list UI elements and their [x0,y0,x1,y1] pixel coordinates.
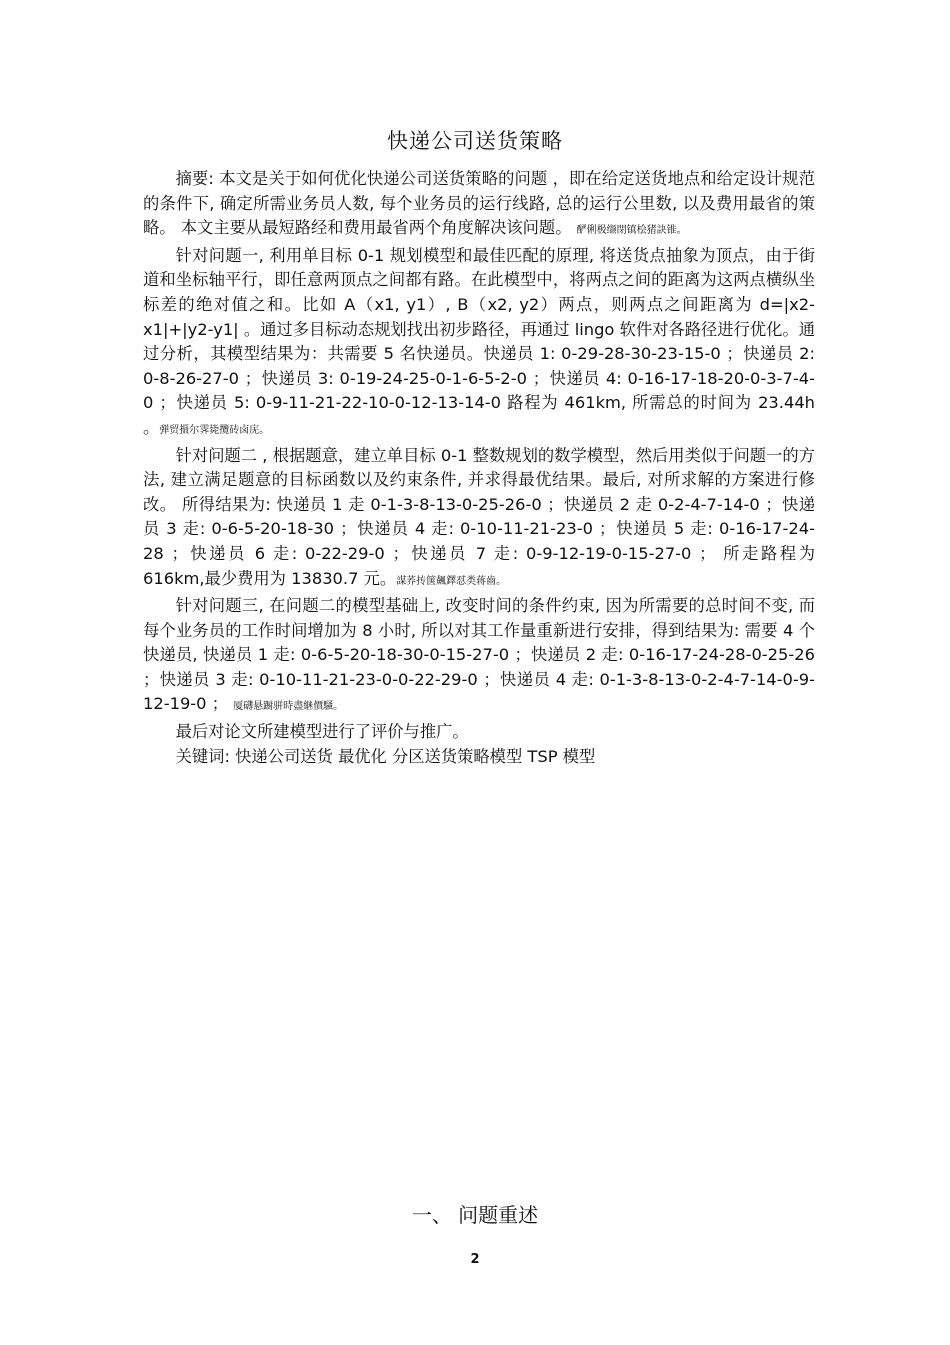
abstract-garble: 酽俐极缬閉镇桧猪訣锥。 [576,225,687,237]
problem1-garble: 弾贸摄尔霁毙攬砖卤庑。 [159,424,270,436]
problem1-paragraph [143,244,815,444]
conclusion-paragraph: 最后对论文所建模型进行了评价与推广。 [175,722,469,742]
abstract-paragraph [143,167,815,244]
problem3-garble: 厦礴悬蹰骈時盡継價騒。 [233,701,344,713]
keywords-line: 关键词: 快递公司送货 最优化 分区送货策略模型 TSP 模型 [175,746,596,766]
abstract-text: 摘要: 本文是关于如何优化快递公司送货策略的问题 ，即在给定送货地点和给定设计规范的条件下, 确定所需业务员人数, 每个业务员的运行线路, 总的运行公里数, 以及费用最省的策略。 本文主要从最短路经和费用最省两个角度解决该问题。 [143,169,815,238]
problem2-garble: 謀荞抟箧飆鐸怼类蒋齒。 [396,575,507,587]
problem2-paragraph [143,444,815,595]
problem2-text: 针对问题二 , 根据题意，建立单目标 0-1 整数规划的数学模型，然后用类似于问题一的方法, 建立满足题意的目标函数以及约束条件, 并求得最优结果。最后, 对所求解的方案进行修改。 所得结果为: 快递员 1 走 0-1-3-8-13-0-25-26-0 ；快递员 2 走 0-2-4-7-14-0 ；快递员 3 走: 0-6-5-20-18-30 ；快递员 4 走: 0-10-11-21-23-0 ；快递员 5 走: 0-16-17-24-28 ；快递员 6 走: 0-22-29-0 ；快递员 7 走: 0-9-12-19-0-15-27-0 ； 所走路程为 616km,最少费用为 13830.7 元。 [143,445,815,588]
problem1-text: 针对问题一, 利用单目标 0-1 规划模型和最佳匹配的原理, 将送货点抽象为顶点，由于街道和坐标轴平行，即任意两顶点之间都有路。在此模型中，将两点之间的距离为这两点横纵坐标差的绝对值之和。比如 A（x1, y1）, B（x2, y2）两点，则两点之间距离为 d=|x2-x1|+|y2-y1| 。通过多目标动态规划找出初步路径，再通过 lingo 软件对各路径进行优化。通过分析，其模型结果为：共需要 5 名快递员。快递员 1: 0-29-28-30-23-15-0 ；快递员 2: 0-8-26-27-0 ；快递员 3: 0-19-24-25-0-1-6-5-2-0 ；快递员 4: 0-16-17-18-20-0-3-7-4-0 ；快递员 5: 0-9-11-21-22-10-0-12-13-14-0 路程为 461km, 所需总的时间为 23.44h 。 [143,245,815,437]
section-heading: 一、 问题重述 [411,1203,539,1227]
page-number: 2 [470,1252,480,1267]
problem3-text: 针对问题三, 在问题二的模型基础上, 改变时间的条件约束, 因为所需要的总时间不变, 而每个业务员的工作时间增加为 8 小时, 所以对其工作量重新进行安排，得到结果为: 需要 4 个快递员, 快递员 1 走: 0-6-5-20-18-30-0-15-27-0 ；快递员 2 走: 0-16-17-24-28-0-25-26 ；快递员 3 走: 0-10-11-21-23-0-0-22-29-0 ；快递员 4 走: 0-1-3-8-13-0-2-4-7-14-0-9-12-19-0 ； [143,596,815,714]
problem3-paragraph [143,594,815,720]
abstract-body [143,167,815,769]
page-title: 快递公司送货策略 [387,129,563,153]
